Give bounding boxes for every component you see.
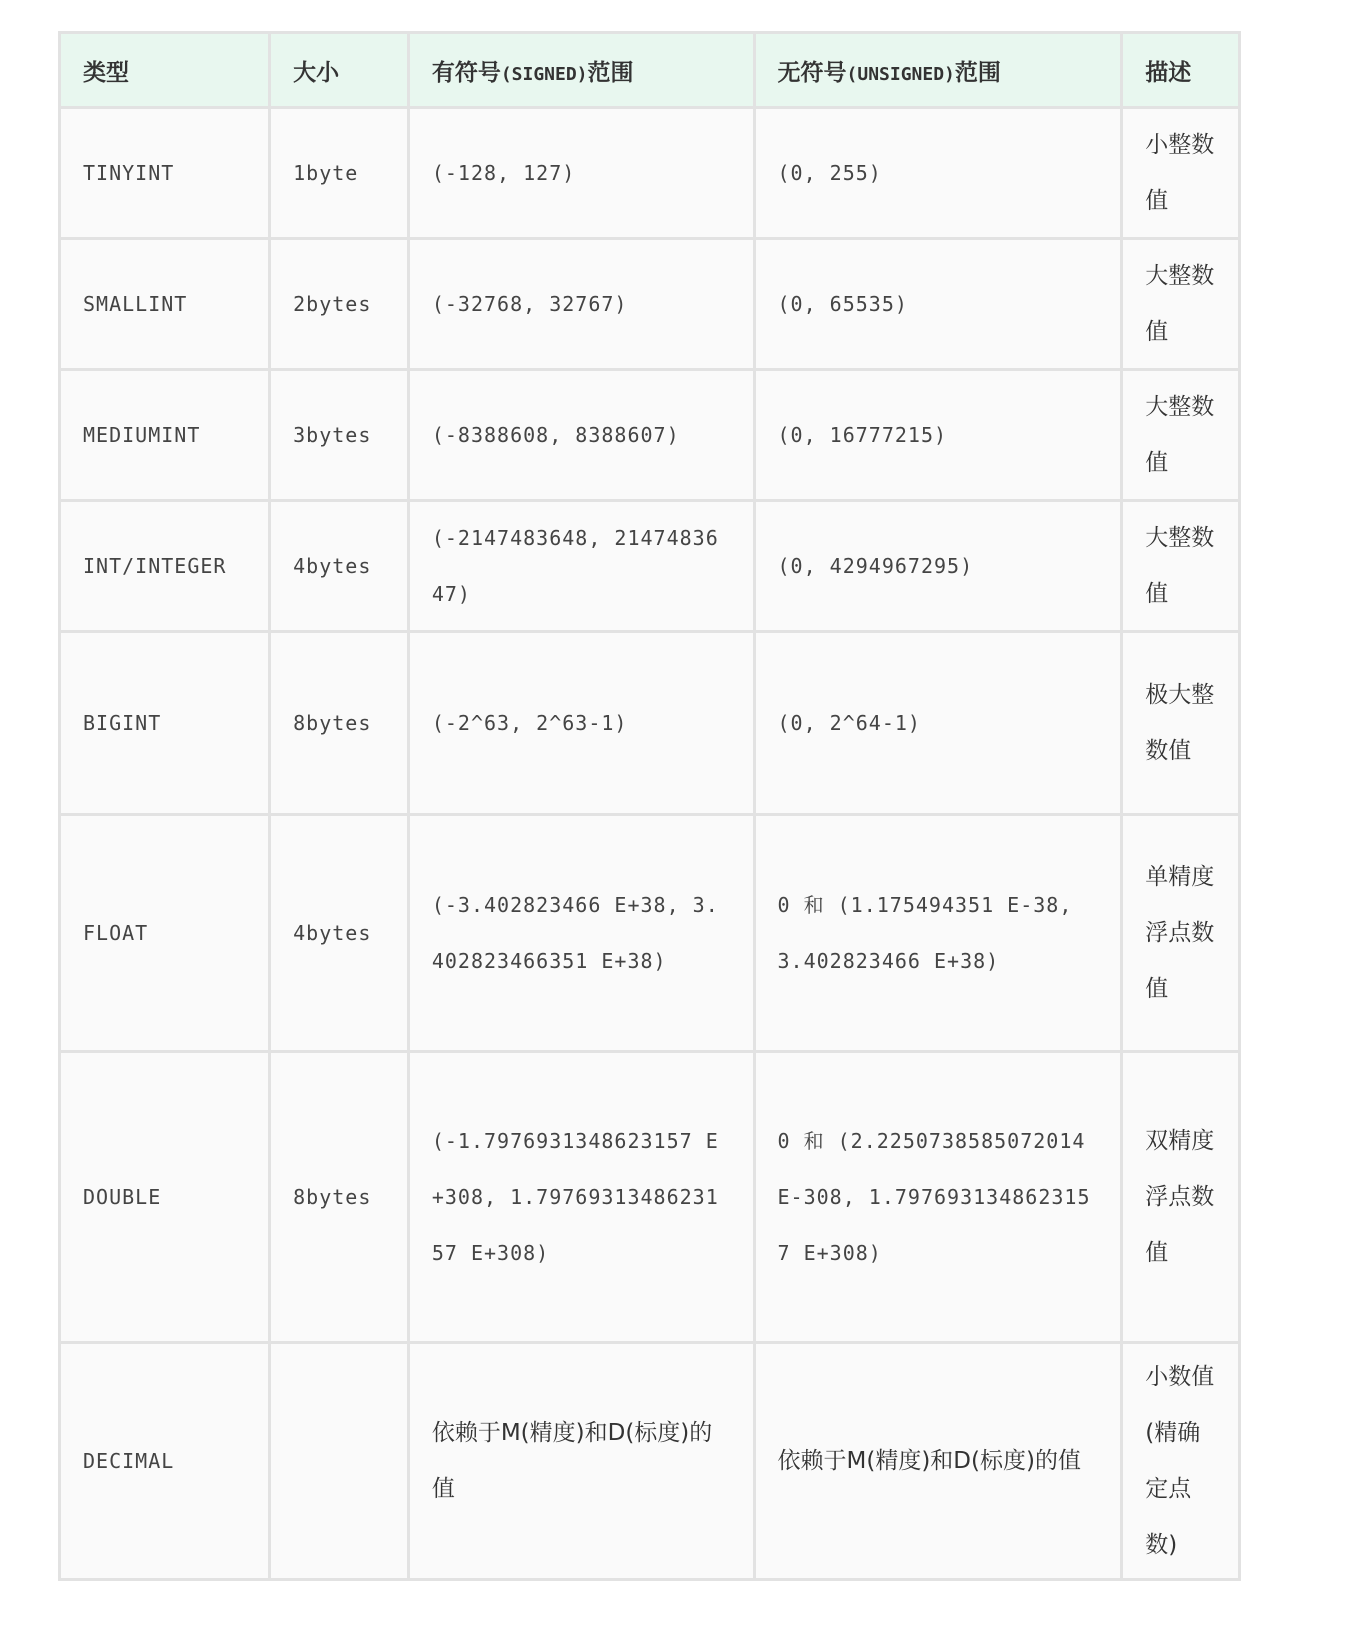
table-row	[60, 108, 1240, 239]
header-unsigned-mono: (UNSIGNED)	[846, 63, 955, 85]
header-description	[1122, 33, 1240, 108]
table-row	[60, 1052, 1240, 1343]
cell-unsigned-range: 0 和 (1.175494351 E-38, 3.402823466 E+38)	[754, 815, 1122, 1052]
cell-size: 1byte	[270, 108, 409, 239]
header-size-label: 大小	[293, 59, 340, 86]
cell-signed-range: (-128, 127)	[408, 108, 754, 239]
cell-signed-range: (-2^63, 2^63-1)	[408, 632, 754, 815]
cell-unsigned-range: (0, 16777215)	[754, 370, 1122, 501]
cell-description: 小整数值	[1122, 108, 1240, 239]
cell-type: MEDIUMINT	[60, 370, 270, 501]
table-header	[60, 33, 1240, 108]
cell-size: 8bytes	[270, 1052, 409, 1343]
header-size	[270, 33, 409, 108]
table-row	[60, 1343, 1240, 1580]
cell-size: 4bytes	[270, 815, 409, 1052]
header-unsigned-range	[754, 33, 1122, 108]
cell-description: 单精度浮点数值	[1122, 815, 1240, 1052]
header-signed-prefix: 有符号	[431, 59, 501, 86]
cell-type: SMALLINT	[60, 239, 270, 370]
cell-unsigned-range: (0, 255)	[754, 108, 1122, 239]
header-unsigned-prefix: 无符号	[777, 59, 847, 86]
header-unsigned-suffix: 范围	[954, 59, 1001, 86]
table-row	[60, 370, 1240, 501]
cell-type: INT/INTEGER	[60, 501, 270, 632]
cell-type: BIGINT	[60, 632, 270, 815]
cell-unsigned-range: 0 和 (2.2250738585072014 E-308, 1.7976931348623157 E+308)	[754, 1052, 1122, 1343]
cell-description: 大整数值	[1122, 370, 1240, 501]
cell-description: 小数值(精确定点数)	[1122, 1343, 1240, 1580]
table-row	[60, 815, 1240, 1052]
cell-description: 双精度浮点数值	[1122, 1052, 1240, 1343]
header-type-label: 类型	[83, 59, 129, 86]
header-signed-suffix: 范围	[587, 59, 634, 86]
cell-signed-range: 依赖于M(精度)和D(标度)的值	[408, 1343, 754, 1580]
cell-description: 极大整数值	[1122, 632, 1240, 815]
cell-signed-range: (-1.7976931348623157 E+308, 1.7976931348623157 E+308)	[408, 1052, 754, 1343]
cell-type: FLOAT	[60, 815, 270, 1052]
cell-signed-range: (-3.402823466 E+38, 3.402823466351 E+38)	[408, 815, 754, 1052]
cell-size	[270, 1343, 409, 1580]
cell-signed-range: (-2147483648, 2147483647)	[408, 501, 754, 632]
table-body	[60, 108, 1240, 1580]
cell-unsigned-range: 依赖于M(精度)和D(标度)的值	[754, 1343, 1122, 1580]
cell-size: 3bytes	[270, 370, 409, 501]
header-type	[60, 33, 270, 108]
cell-size: 4bytes	[270, 501, 409, 632]
header-signed-mono: (SIGNED)	[500, 63, 588, 85]
cell-type: DOUBLE	[60, 1052, 270, 1343]
table-row	[60, 632, 1240, 815]
header-signed-range	[408, 33, 754, 108]
cell-size: 8bytes	[270, 632, 409, 815]
cell-signed-range: (-8388608, 8388607)	[408, 370, 754, 501]
table-row	[60, 501, 1240, 632]
cell-description: 大整数值	[1122, 501, 1240, 632]
cell-signed-range: (-32768, 32767)	[408, 239, 754, 370]
cell-unsigned-range: (0, 2^64-1)	[754, 632, 1122, 815]
cell-description: 大整数值	[1122, 239, 1240, 370]
cell-unsigned-range: (0, 4294967295)	[754, 501, 1122, 632]
header-row	[60, 33, 1240, 108]
cell-type: DECIMAL	[60, 1343, 270, 1580]
header-desc-label: 描述	[1145, 59, 1192, 86]
numeric-types-table	[58, 31, 1241, 1581]
table-row	[60, 239, 1240, 370]
cell-size: 2bytes	[270, 239, 409, 370]
cell-unsigned-range: (0, 65535)	[754, 239, 1122, 370]
cell-type: TINYINT	[60, 108, 270, 239]
